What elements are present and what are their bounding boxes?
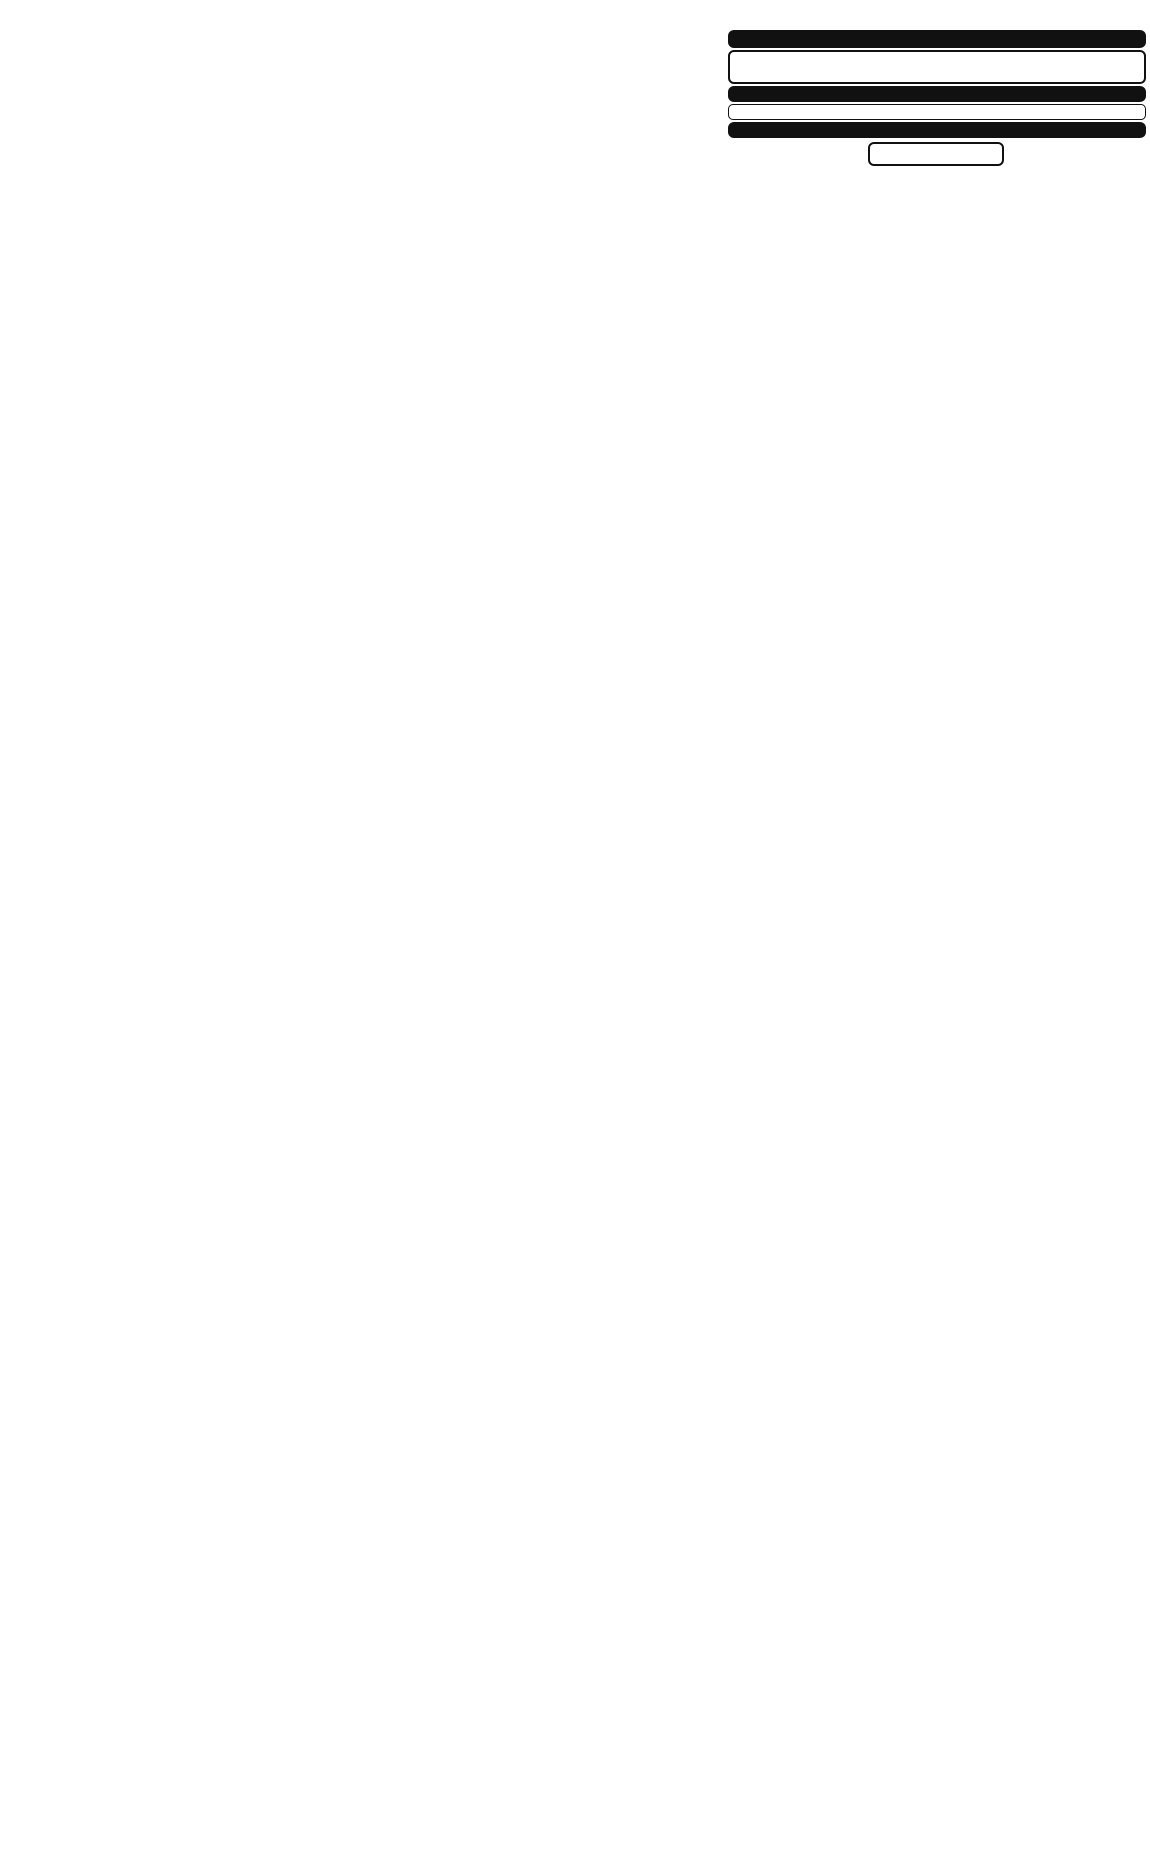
nasirabad-sub2 bbox=[728, 104, 1146, 120]
nasirabad-body bbox=[1010, 140, 1146, 410]
nasirabad-headline bbox=[728, 50, 1146, 84]
nasirabad-sub1 bbox=[728, 86, 1146, 102]
nasirabad-sub3 bbox=[728, 122, 1146, 138]
nasirabad-top-banner bbox=[728, 30, 1146, 48]
